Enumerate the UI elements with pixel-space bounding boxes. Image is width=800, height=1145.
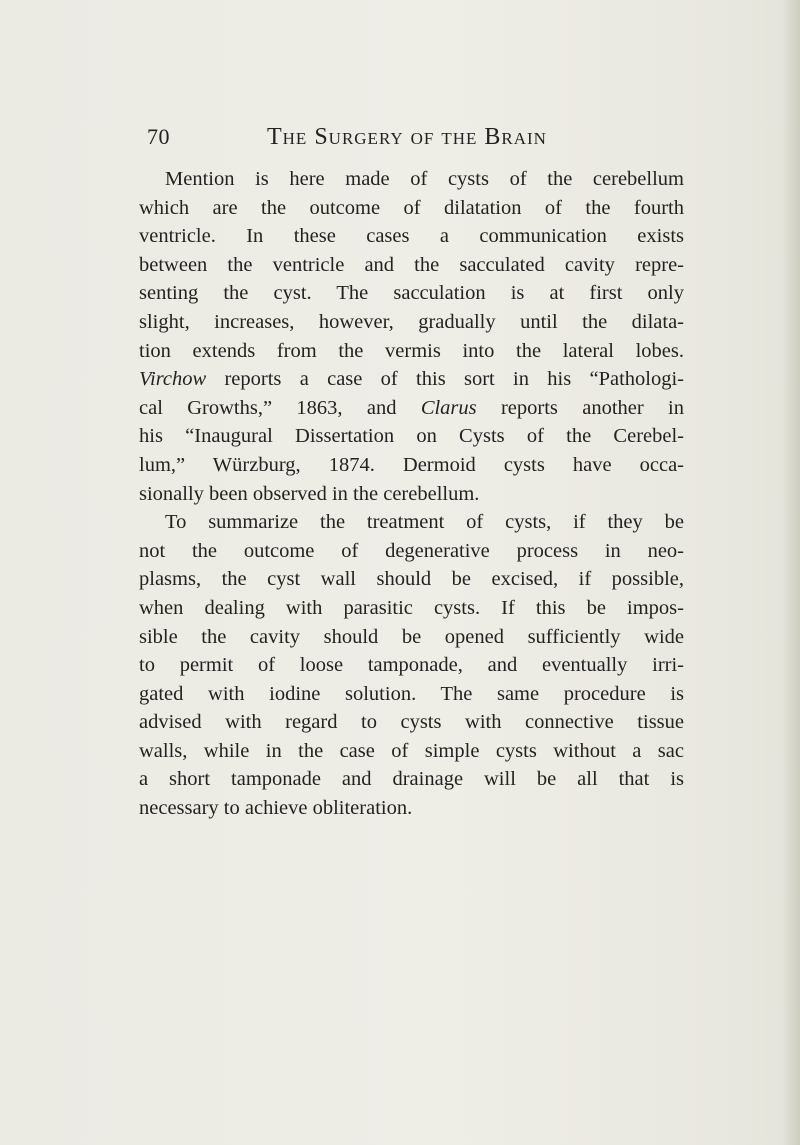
text-line: not the outcome of degenerative process in neo- [139, 539, 684, 562]
text-line: when dealing with parasitic cysts. If this be impos- [139, 596, 684, 619]
text-line: which are the outcome of dilatation of the fourth [139, 196, 684, 219]
text-line: cal Growths,” 1863, and Clarus reports another in [139, 396, 684, 419]
text-line: slight, increases, however, gradually until the dilata- [139, 310, 684, 333]
body-text [139, 165, 684, 823]
author-name-clarus: Clarus [420, 396, 477, 419]
text-line: ventricle. In these cases a communication exists [139, 225, 684, 248]
text-line: advised with regard to cysts with connective tissue [139, 711, 684, 734]
text-line: lum,” Würzburg, 1874. Dermoid cysts have occa- [139, 453, 684, 476]
text-line: a short tamponade and drainage will be all that is [139, 768, 684, 791]
author-name-virchow: Virchow [139, 368, 207, 391]
running-head [147, 124, 707, 156]
text-line: plasms, the cyst wall should be excised, if possible, [139, 568, 684, 591]
text-line: senting the cyst. The sacculation is at first only [139, 282, 684, 305]
text-line: Mention is here made of cysts of the cerebellum [165, 168, 684, 190]
page-number: 70 [147, 124, 170, 149]
text-line: To summarize the treatment of cysts, if they be [165, 511, 684, 534]
page-edge-shadow [782, 0, 800, 1145]
text-line: walls, while in the case of simple cysts without a sac [139, 739, 684, 762]
running-title: The Surgery of the Brain [267, 124, 547, 150]
text-line: sionally been observed in the cerebellum. [139, 482, 480, 505]
text-line: his “Inaugural Dissertation on Cysts of the Cerebel- [139, 425, 684, 448]
text-line: sible the cavity should be opened sufficiently wide [139, 625, 684, 648]
text-line: gated with iodine solution. The same procedure is [139, 682, 684, 705]
text-line: necessary to achieve obliteration. [139, 797, 413, 820]
text-line: Virchow reports a case of this sort in his “Pathologi- [139, 368, 684, 391]
text-line: between the ventricle and the sacculated cavity repre- [139, 253, 684, 276]
text-line: to permit of loose tamponade, and eventually irri- [139, 654, 684, 677]
text-line: tion extends from the vermis into the lateral lobes. [139, 339, 684, 362]
